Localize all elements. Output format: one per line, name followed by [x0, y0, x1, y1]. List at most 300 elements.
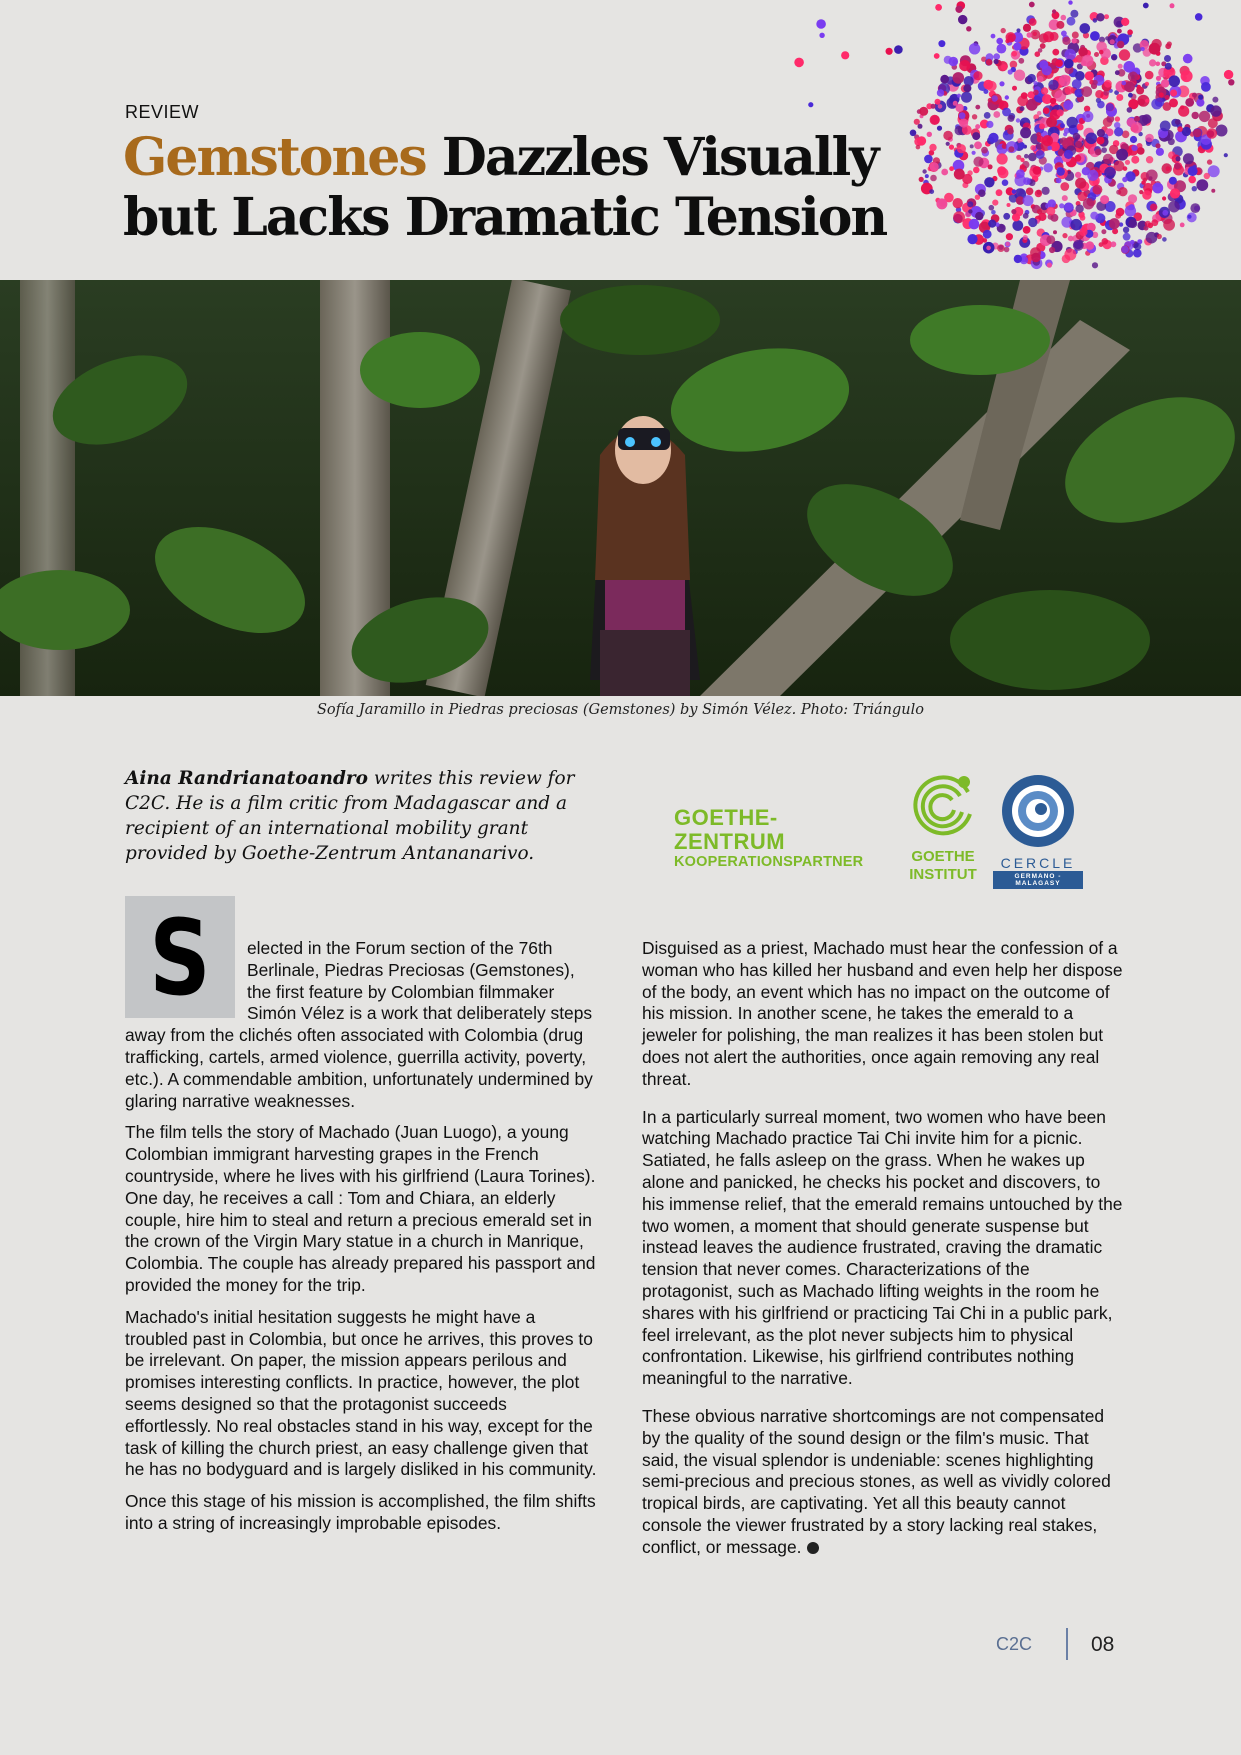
decorative-dot — [1008, 69, 1013, 74]
decorative-dot — [1099, 50, 1104, 55]
decorative-dot — [1082, 167, 1090, 175]
decorative-dot — [981, 147, 988, 154]
decorative-dot — [967, 201, 973, 207]
article-paragraph: Disguised as a priest, Machado must hear the confession of a woman who has killed her husband and even help her dispose of the body, an event which has no impact on the outcome of his mission. In another scene, he takes the emerald to a jeweler for polishing, the man realizes it has been stolen but does not alert the authorities, once again removing any real threat. — [642, 938, 1123, 1089]
decorative-dot — [1028, 153, 1037, 162]
decorative-dot — [1097, 101, 1105, 109]
decorative-dot — [1196, 99, 1204, 107]
decorative-dot — [1133, 249, 1142, 258]
decorative-dot — [1090, 31, 1100, 41]
decorative-dot — [1169, 177, 1177, 185]
decorative-dot — [1043, 31, 1054, 42]
drop-cap-letter: S — [149, 897, 211, 1019]
decorative-dot — [943, 131, 953, 141]
decorative-dot — [983, 230, 992, 239]
decorative-dot — [1047, 263, 1052, 268]
decorative-dot — [1053, 230, 1057, 234]
decorative-dot — [1145, 99, 1149, 103]
decorative-dot — [1152, 183, 1163, 194]
decorative-dot — [992, 200, 998, 206]
decorative-dot — [925, 174, 929, 178]
decorative-dot — [1127, 107, 1133, 113]
decorative-dot — [972, 114, 977, 119]
decorative-dot — [1041, 87, 1048, 94]
decorative-dot — [1115, 70, 1120, 75]
decorative-dot — [975, 124, 980, 129]
decorative-dot — [1165, 43, 1171, 49]
decorative-dot — [1196, 179, 1208, 191]
decorative-dot — [1012, 213, 1020, 221]
decorative-dot — [1060, 123, 1065, 128]
decorative-dot — [1117, 29, 1122, 34]
decorative-dot — [997, 153, 1008, 164]
decorative-dot — [1145, 221, 1151, 227]
decorative-dot — [1118, 187, 1127, 196]
decorative-dot — [1033, 90, 1039, 96]
article-paragraph: The film tells the story of Machado (Juan Luogo), a young Colombian immigrant harvesting grapes in the French countryside, where he lives with his girlfriend (Laura Torines). One day, he receives a call : Tom and Chiara, an elderly couple, hire him to steal and return a precious emerald set in the crown of the Virgin Mary statue in a church in Manrique, Colombia. The couple has already prepared his passport and provided the money for the trip. — [125, 1122, 596, 1295]
decorative-dot — [1029, 18, 1037, 26]
decorative-dot — [1142, 190, 1151, 199]
decorative-dot — [938, 40, 945, 47]
decorative-dot — [1116, 149, 1128, 161]
decorative-dot — [1211, 189, 1215, 193]
decorative-dot — [1116, 94, 1123, 101]
decorative-dot — [1083, 198, 1094, 209]
decorative-dot — [986, 121, 993, 128]
decorative-dot — [1122, 177, 1127, 182]
decorative-dot — [1170, 188, 1180, 198]
decorative-dot — [1207, 159, 1212, 164]
decorative-dot — [967, 234, 977, 244]
decorative-dot — [996, 189, 1003, 196]
decorative-dot — [1023, 177, 1031, 185]
decorative-dot — [997, 244, 1005, 252]
decorative-dot — [1086, 133, 1098, 145]
decorative-dot — [963, 84, 971, 92]
decorative-dot — [986, 246, 991, 251]
decorative-dot — [997, 44, 1007, 54]
decorative-dot — [1192, 112, 1199, 119]
decorative-dot — [957, 94, 961, 98]
decorative-dot — [968, 209, 972, 213]
decorative-dot — [914, 137, 923, 146]
decorative-dot — [841, 51, 849, 59]
decorative-dot — [1224, 153, 1228, 157]
article-column-left — [125, 897, 597, 1545]
end-of-article-icon — [807, 1542, 819, 1554]
decorative-dot — [1012, 51, 1018, 57]
decorative-dot — [1156, 76, 1161, 81]
decorative-dot — [1125, 160, 1130, 165]
decorative-dot — [929, 162, 938, 171]
decorative-dot — [1037, 76, 1044, 83]
decorative-dot — [930, 115, 940, 125]
decorative-dot — [1033, 166, 1042, 175]
decorative-dot — [1142, 114, 1152, 124]
photo-caption: Sofía Jaramillo in Piedras preciosas (Gemstones) by Simón Vélez. Photo: Triángulo — [316, 702, 924, 718]
decorative-dot — [1059, 203, 1064, 208]
decorative-dot — [961, 92, 972, 103]
decorative-dot — [1065, 86, 1074, 95]
decorative-dot — [1104, 167, 1116, 179]
decorative-dot — [1012, 220, 1023, 231]
decorative-dot — [910, 130, 917, 137]
decorative-dot — [1063, 100, 1073, 110]
decorative-dot — [1128, 71, 1138, 81]
decorative-dot — [794, 58, 804, 68]
decorative-dot — [946, 142, 950, 146]
article-title — [123, 128, 903, 248]
decorative-dot — [1192, 186, 1197, 191]
decorative-dot — [1128, 194, 1137, 203]
decorative-dot — [1061, 15, 1067, 21]
decorative-dot — [935, 99, 941, 105]
decorative-dot — [936, 198, 947, 209]
decorative-dot — [1055, 59, 1063, 67]
decorative-dot — [993, 53, 1000, 60]
decorative-dot — [1162, 196, 1166, 200]
goethe-institut-logo — [903, 770, 983, 883]
drop-cap — [125, 896, 235, 1018]
decorative-dot — [958, 15, 967, 24]
decorative-dot — [1023, 213, 1029, 219]
decorative-dot — [959, 112, 966, 119]
decorative-dot — [988, 133, 998, 143]
decorative-dot — [919, 107, 928, 116]
decorative-dot — [1090, 212, 1098, 220]
decorative-dot — [949, 57, 959, 67]
decorative-dot — [1056, 21, 1064, 29]
article-column-right — [642, 938, 1124, 1569]
decorative-dot — [984, 177, 994, 187]
decorative-dot — [1038, 213, 1046, 221]
decorative-dot — [1060, 182, 1069, 191]
goethe-institut-line1: GOETHE — [911, 848, 975, 865]
footer-magazine-name: C2C — [996, 1634, 1033, 1654]
decorative-dot — [1030, 145, 1036, 151]
decorative-dot — [1007, 128, 1014, 135]
decorative-dot — [994, 59, 999, 64]
decorative-dot — [1149, 43, 1161, 55]
decorative-dot — [1024, 154, 1029, 159]
decorative-dot — [916, 145, 921, 150]
decorative-dot — [1127, 29, 1133, 35]
decorative-dot — [953, 198, 963, 208]
decorative-dot — [1062, 233, 1067, 238]
decorative-dot — [918, 124, 923, 129]
decorative-dot — [1012, 86, 1017, 91]
decorative-dot — [1192, 93, 1197, 98]
decorative-dot — [1130, 240, 1134, 244]
decorative-dot — [1123, 61, 1135, 73]
decorative-dot — [816, 19, 826, 29]
decorative-dot — [1094, 52, 1099, 57]
decorative-dot — [1092, 80, 1097, 85]
decorative-dot — [1160, 121, 1171, 132]
decorative-dot — [1185, 98, 1194, 107]
decorative-dot — [1168, 138, 1175, 145]
decorative-dot — [1039, 60, 1048, 69]
decorative-dot — [1156, 62, 1161, 67]
decorative-dot — [1043, 107, 1050, 114]
decorative-dot — [1081, 60, 1087, 66]
decorative-dot — [1210, 105, 1221, 116]
decorative-dot — [1077, 124, 1084, 131]
decorative-dot — [1012, 189, 1017, 194]
decorative-dot — [1116, 208, 1125, 217]
decorative-dot — [991, 34, 996, 39]
decorative-dot — [1145, 134, 1154, 143]
decorative-dot — [1075, 205, 1083, 213]
decorative-dot — [1097, 129, 1105, 137]
decorative-dot — [993, 111, 1000, 118]
decorative-dot — [1018, 58, 1024, 64]
author-name: Aina Randrianatoandro — [125, 768, 368, 789]
decorative-dot — [1013, 42, 1021, 50]
decorative-dot — [924, 155, 933, 164]
decorative-dot — [973, 167, 980, 174]
decorative-dot — [1017, 95, 1028, 106]
goethe-zentrum-logo — [674, 806, 884, 870]
decorative-dot — [1228, 79, 1234, 85]
decorative-dot — [1042, 187, 1050, 195]
decorative-dot — [1016, 118, 1020, 122]
decorative-dot — [1115, 116, 1120, 121]
decorative-dot — [1101, 147, 1107, 153]
decorative-dot — [1070, 219, 1082, 231]
decorative-dot — [959, 60, 970, 71]
decorative-dot — [1176, 156, 1181, 161]
decorative-dot — [1193, 165, 1197, 169]
decorative-dot — [953, 101, 958, 106]
decorative-dot — [1092, 185, 1102, 195]
decorative-dot — [1134, 243, 1141, 250]
decorative-dot — [974, 141, 982, 149]
decorative-dot — [1023, 195, 1034, 206]
decorative-dot — [1092, 262, 1098, 268]
decorative-dot — [1028, 218, 1037, 227]
decorative-dot — [1002, 179, 1009, 186]
decorative-dot — [1109, 218, 1120, 229]
author-bio: writes this review for C2C. He is a film critic from Madagascar and a recipient of an international mobility grant provided by Goethe-Zentrum Antananarivo. — [125, 768, 575, 864]
decorative-dot — [1014, 255, 1022, 263]
decorative-dot — [1079, 228, 1087, 236]
decorative-dot — [894, 45, 903, 54]
decorative-dot — [1168, 75, 1180, 87]
decorative-dot — [1020, 164, 1025, 169]
decorative-dot — [1086, 241, 1095, 250]
decorative-dot — [940, 75, 949, 84]
decorative-dot — [1056, 178, 1062, 184]
decorative-dot — [1070, 10, 1078, 18]
decorative-dot — [1212, 97, 1218, 103]
decorative-dot — [1007, 203, 1011, 207]
decorative-dot — [1023, 235, 1028, 240]
decorative-dot — [1062, 195, 1068, 201]
decorative-dot — [966, 26, 971, 31]
decorative-dot — [941, 169, 948, 176]
decorative-dot — [1016, 169, 1025, 178]
decorative-dot — [1165, 63, 1172, 70]
decorative-dot — [1193, 129, 1202, 138]
decorative-dot — [1183, 54, 1193, 64]
decorative-dot — [1067, 117, 1078, 128]
decorative-dot — [1141, 47, 1145, 51]
decorative-dot — [986, 81, 996, 91]
decorative-dot — [1020, 106, 1025, 111]
decorative-dot — [914, 119, 920, 125]
decorative-dot — [1169, 98, 1178, 107]
decorative-dot — [1155, 98, 1164, 107]
decorative-dot — [919, 177, 924, 182]
decorative-dot — [1175, 119, 1181, 125]
decorative-dot — [972, 151, 976, 155]
decorative-dot — [1174, 163, 1181, 170]
decorative-dot — [1170, 3, 1175, 8]
decorative-dot — [1114, 161, 1125, 172]
decorative-dot — [1207, 128, 1218, 139]
decorative-dot — [1029, 2, 1035, 8]
decorative-dot — [1057, 167, 1065, 175]
decorative-dot — [1033, 32, 1037, 36]
decorative-dot — [1049, 247, 1055, 253]
decorative-dot — [1001, 28, 1006, 33]
decorative-dot — [1020, 127, 1031, 138]
decorative-dot — [991, 210, 996, 215]
decorative-dot — [1199, 111, 1210, 122]
decorative-dot — [1075, 172, 1081, 178]
decorative-dot — [1023, 226, 1031, 234]
decorative-dot — [1057, 109, 1064, 116]
decorative-dot — [808, 102, 813, 107]
decorative-dot — [1006, 32, 1016, 42]
paragraph-text: These obvious narrative shortcomings are not compensated by the quality of the sound design or the film's music. That said, the visual splendor is undeniable: scenes highlighting semi-precious and precious stones, as well as vividly colored tropical birds, are captivating. Yet all this beauty cannot console the viewer frustrated by a story lacking real stakes, conflict, or message. — [642, 1405, 1111, 1557]
decorative-dot — [1026, 188, 1034, 196]
decorative-dot — [957, 144, 966, 153]
decorative-dot — [1046, 235, 1055, 244]
article-paragraph: In a particularly surreal moment, two women who have been watching Machado practice Tai Chi invite him for a picnic. Satiated, he falls asleep on the grass. When he wakes up alone and panicked, he checks his pocket and discovers, to his immense relief, that the emerald remains untouched by the two women, a moment that should generate suspense but instead leaves the audience frustrated, craving the dramatic tension that never comes. Characterizations of the protagonist, such as Machado lifting weights in the room he shares with his girlfriend or practicing Tai Chi in a public park, feel irrelevant, as the plot never subjects him to physical confrontation. Likewise, his girlfriend contributes nothing meaningful to the narrative. — [642, 1106, 1123, 1389]
decorative-dot — [1081, 86, 1092, 97]
title-accent: Gemstones — [123, 127, 426, 188]
decorative-dot — [972, 132, 980, 140]
decorative-dot — [1063, 132, 1067, 136]
decorative-dot — [1035, 51, 1041, 57]
decorative-dot — [1149, 59, 1156, 66]
decorative-dot — [988, 98, 993, 103]
decorative-dot — [1145, 71, 1154, 80]
decorative-dot — [955, 6, 962, 13]
decorative-dot — [1143, 3, 1149, 9]
decorative-dot — [1161, 79, 1169, 87]
decorative-dot — [1036, 150, 1045, 159]
decorative-dot — [1031, 253, 1041, 263]
decorative-dot — [1157, 234, 1162, 239]
decorative-dot — [1104, 14, 1109, 19]
decorative-dot — [938, 104, 943, 109]
decorative-dot — [1134, 116, 1140, 122]
decorative-dot — [929, 189, 934, 194]
decorative-dot — [1104, 80, 1112, 88]
decorative-dot — [949, 145, 954, 150]
decorative-dot — [1042, 135, 1053, 146]
decorative-dot — [1080, 23, 1091, 34]
jungle-photo-illustration — [0, 280, 1241, 696]
decorative-dot — [999, 81, 1004, 86]
decorative-dot — [1027, 32, 1033, 38]
decorative-dot — [1006, 242, 1010, 246]
decorative-dot — [819, 33, 824, 38]
decorative-dot — [1130, 136, 1137, 143]
decorative-dot — [1080, 215, 1086, 221]
decorative-dot — [973, 71, 982, 80]
decorative-dot — [1198, 95, 1203, 100]
decorative-dot — [1201, 82, 1211, 92]
decorative-dot — [1075, 141, 1082, 148]
title-rest: Dazzles Visually but Lacks Dramatic Tension — [123, 127, 887, 248]
decorative-dot — [1096, 13, 1104, 21]
decorative-dot — [1075, 178, 1086, 189]
decorative-dot — [1118, 64, 1123, 69]
decorative-dot — [953, 72, 965, 84]
decorative-dot — [1096, 137, 1104, 145]
cercle-name: CERCLE — [1000, 855, 1076, 871]
decorative-dot — [1064, 49, 1076, 61]
decorative-dot — [1037, 111, 1042, 116]
decorative-dot — [1119, 49, 1130, 60]
decorative-dot — [1039, 123, 1045, 129]
decorative-dot — [1075, 155, 1082, 162]
decorative-dot — [1011, 209, 1016, 214]
decorative-dot — [1114, 127, 1123, 136]
decorative-dot — [1128, 93, 1133, 98]
decorative-dot — [1050, 98, 1056, 104]
decorative-dot — [922, 169, 926, 173]
decorative-dot — [1018, 142, 1025, 149]
decorative-dot — [1139, 190, 1143, 194]
decorative-dot — [1141, 180, 1146, 185]
decorative-dot — [1095, 90, 1103, 98]
decorative-dot — [1064, 150, 1073, 159]
decorative-dot — [1177, 126, 1183, 132]
decorative-dot — [984, 112, 991, 119]
decorative-dot — [954, 169, 965, 180]
decorative-dot — [886, 48, 893, 55]
decorative-dot — [1146, 156, 1153, 163]
decorative-dot — [1163, 219, 1175, 231]
article-paragraph: Machado's initial hesitation suggests he might have a troubled past in Colombia, but once he arrives, this proves to be irrelevant. On paper, the mission appears perilous and promises interesting conflicts. In practice, however, the plot seems designed so that the protagonist succeeds effortlessly. No real obstacles stand in his way, except for the task of killing the church priest, an easy challenge given that he has no bodyguard and is largely disliked in his community. — [125, 1306, 597, 1480]
goethe-zentrum-name: GOETHE-ZENTRUM — [674, 805, 786, 854]
decorative-dot — [991, 95, 997, 101]
decorative-dot — [1064, 203, 1073, 212]
decorative-dot — [1052, 49, 1059, 56]
decorative-dot — [1002, 108, 1011, 117]
decorative-dot — [988, 164, 993, 169]
decorative-dot — [1037, 190, 1042, 195]
decorative-dot — [1047, 207, 1056, 216]
decorative-dot — [1183, 153, 1194, 164]
article-paragraph — [642, 1406, 1124, 1559]
decorative-dot — [969, 219, 980, 230]
decorative-dot — [1123, 233, 1131, 241]
decorative-dot — [1131, 156, 1139, 164]
decorative-dot — [1208, 118, 1218, 128]
decorative-dot — [1040, 43, 1046, 49]
hero-photo — [0, 280, 1241, 696]
decorative-dot — [1195, 13, 1203, 21]
decorative-dot — [1168, 201, 1180, 213]
decorative-dot — [1187, 215, 1191, 219]
decorative-dot — [1103, 154, 1113, 164]
